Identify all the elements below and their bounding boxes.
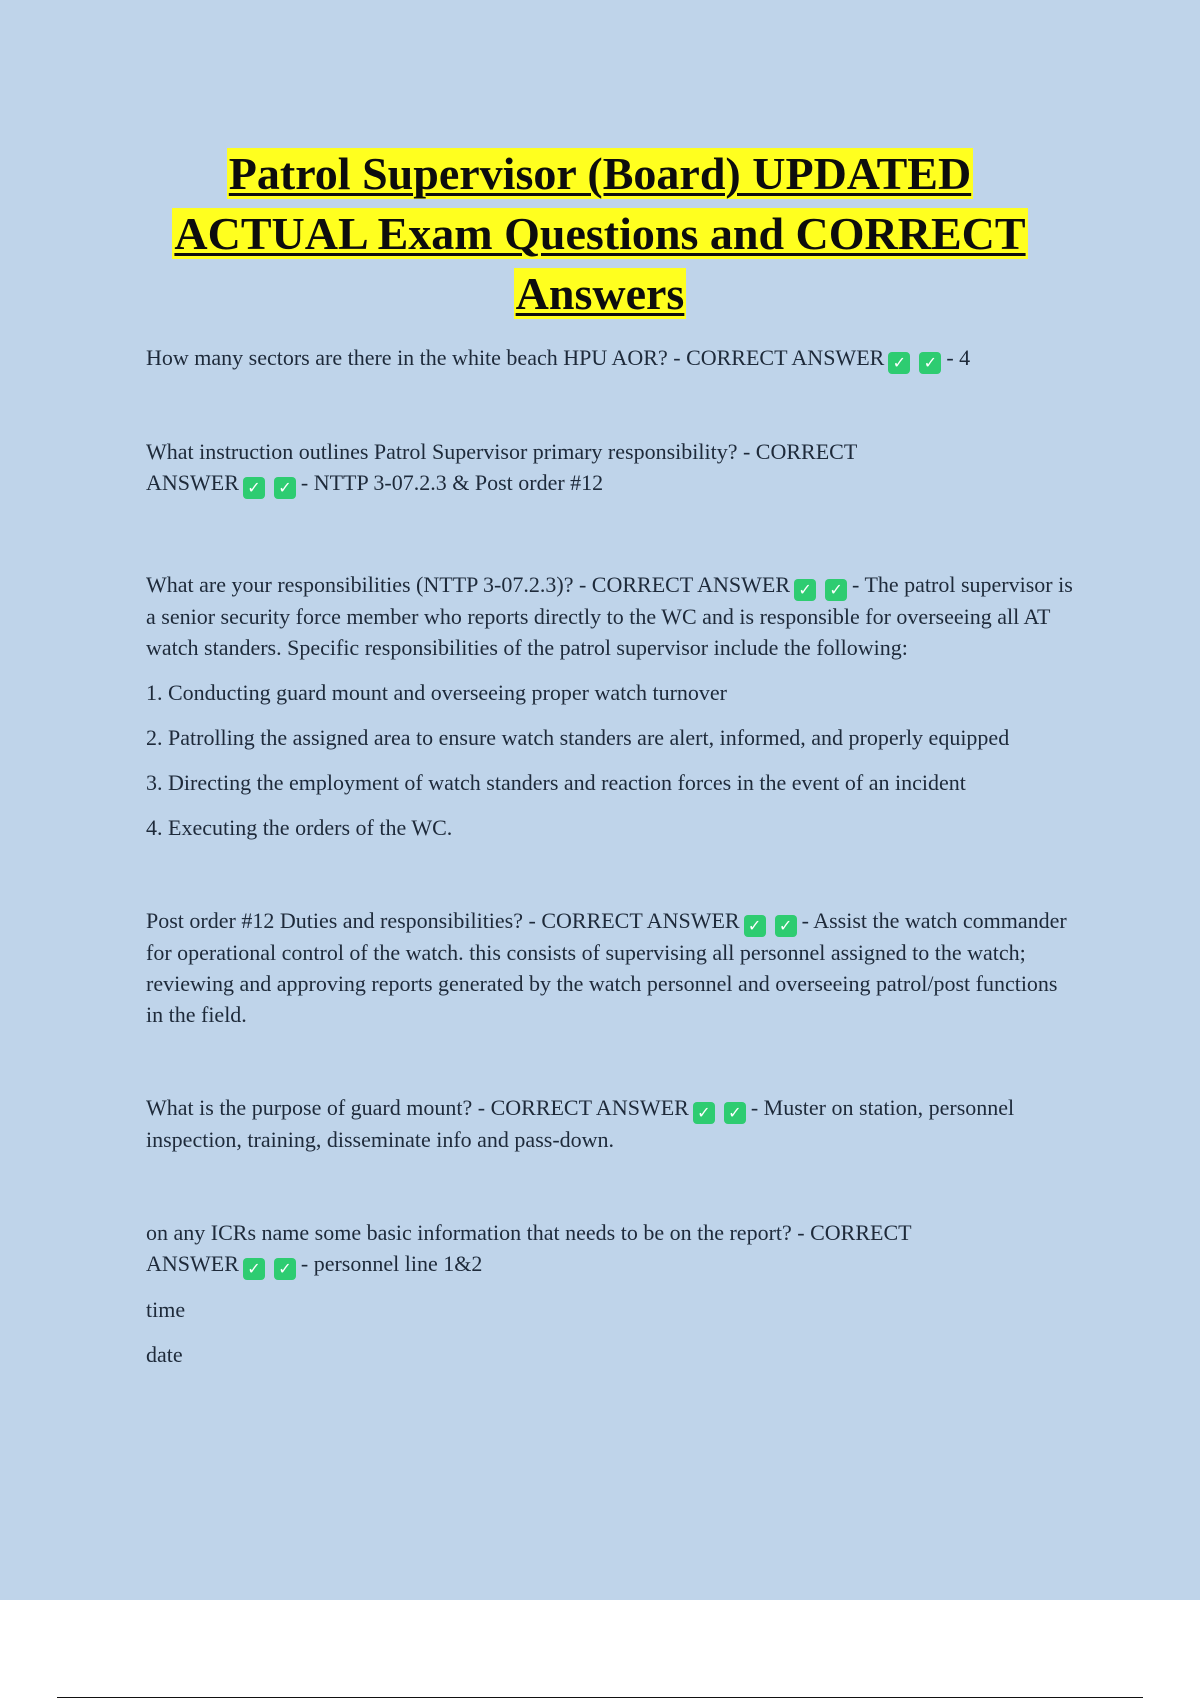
list-item: 1. Conducting guard mount and overseeing proper watch turnover [146,680,728,705]
check-icon: ✓ [274,477,296,499]
question-text: Post order #12 Duties and responsibilities? - CORRECT ANSWER [146,908,740,933]
answer-text: - The patrol supervisor is a senior security force member who reports directly to the WC and is responsible for overseeing all AT watch standers. Specific responsibilities of the patrol supervisor include the following: [146,572,1073,660]
qa-item [146,569,1076,663]
title-line-3: Answers [515,268,685,319]
check-icon: ✓ [775,915,797,937]
document-title [0,144,1200,324]
answer-text: - NTTP 3-07.2.3 & Post order #12 [300,470,604,495]
title-line-1: Patrol Supervisor (Board) UPDATED [228,148,972,199]
check-icon: ✓ [274,1258,296,1280]
qa-content [146,342,1076,1370]
qa-item [146,1092,1076,1155]
qa-item [146,1217,1006,1280]
check-icon: ✓ [243,1258,265,1280]
answer-text: - Muster on station, personnel inspection, training, disseminate info and pass-down. [146,1095,1015,1152]
list-item: date [146,1342,183,1367]
answer-text: - Assist the watch commander for operational control of the watch. this consists of supervising all personnel assigned to the watch; reviewing and approving reports generated by the watch personnel and overseeing patrol/post functions in the field. [146,908,1067,1027]
question-text: What instruction outlines Patrol Supervisor primary responsibility? - CORRECT ANSWER [146,439,857,495]
question-text: What are your responsibilities (NTTP 3-07.2.3)? - CORRECT ANSWER [146,572,791,597]
check-icon: ✓ [825,579,847,601]
answer-text: - 4 [946,345,971,370]
list-item: 3. Directing the employment of watch standers and reaction forces in the event of an incident [146,770,966,795]
check-icon: ✓ [693,1102,715,1124]
list-item: time [146,1297,186,1322]
qa-item [146,436,946,499]
check-icon: ✓ [794,579,816,601]
footer-divider [57,1697,1143,1698]
check-icon: ✓ [919,352,941,374]
answer-text: - personnel line 1&2 [300,1251,483,1276]
check-icon: ✓ [243,477,265,499]
list-item: 4. Executing the orders of the WC. [146,815,453,840]
title-line-2: ACTUAL Exam Questions and CORRECT [174,208,1026,259]
check-icon: ✓ [724,1102,746,1124]
question-text: What is the purpose of guard mount? - CORRECT ANSWER [146,1095,689,1120]
page-footer-area [0,1600,1200,1700]
question-text: How many sectors are there in the white beach HPU AOR? - CORRECT ANSWER [146,345,885,370]
question-text: on any ICRs name some basic information that needs to be on the report? - CORRECT ANSWER [146,1220,912,1276]
check-icon: ✓ [888,352,910,374]
qa-item [146,905,1076,1030]
qa-item [146,342,1076,374]
list-item: 2. Patrolling the assigned area to ensure watch standers are alert, informed, and properly equipped [146,725,1010,750]
check-icon: ✓ [744,915,766,937]
